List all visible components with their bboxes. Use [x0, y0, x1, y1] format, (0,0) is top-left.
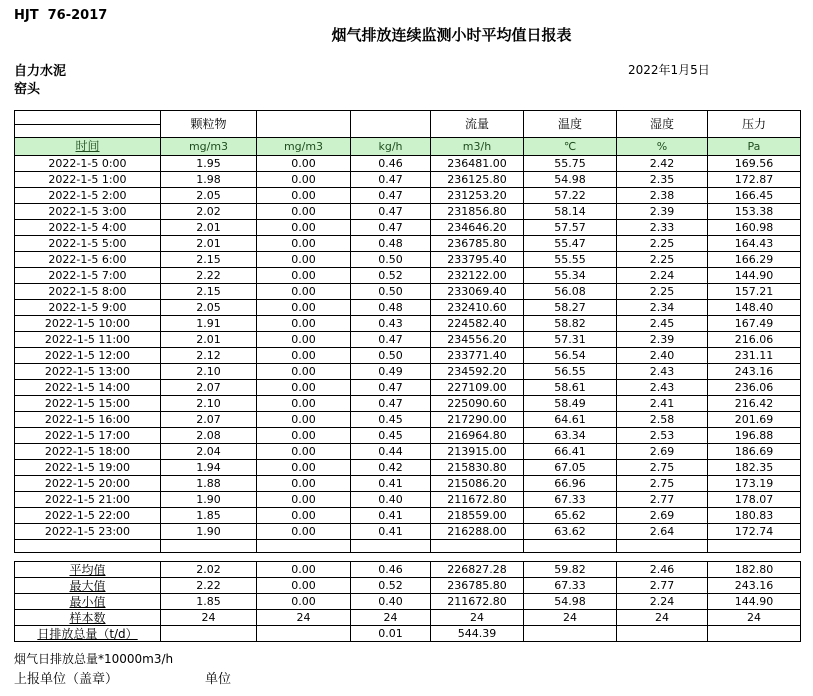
- value-cell: 236.06: [708, 380, 801, 396]
- value-cell: [524, 626, 617, 642]
- value-cell: 2.33: [617, 220, 708, 236]
- value-cell: 2.15: [161, 252, 257, 268]
- value-cell: 1.85: [161, 508, 257, 524]
- value-cell: 544.39: [431, 626, 524, 642]
- value-cell: 2.07: [161, 412, 257, 428]
- value-cell: 180.83: [708, 508, 801, 524]
- value-cell: 172.74: [708, 524, 801, 540]
- value-cell: 64.61: [524, 412, 617, 428]
- value-cell: 63.34: [524, 428, 617, 444]
- value-cell: 24: [524, 610, 617, 626]
- summary-label-cell: 样本数: [15, 610, 161, 626]
- standard-code: HJT 76-2017: [14, 8, 108, 23]
- col-header-particulate: 颗粒物: [161, 111, 257, 138]
- value-cell: 216288.00: [431, 524, 524, 540]
- value-cell: 0.00: [257, 300, 351, 316]
- value-cell: 2.22: [161, 578, 257, 594]
- value-cell: 55.55: [524, 252, 617, 268]
- value-cell: 24: [617, 610, 708, 626]
- page-title: 烟气排放连续监测小时平均值日报表: [331, 26, 572, 44]
- unit-kgh: kg/h: [351, 138, 431, 156]
- value-cell: 0.00: [257, 524, 351, 540]
- value-cell: [708, 626, 801, 642]
- col-header-blank-2: [351, 111, 431, 138]
- value-cell: 196.88: [708, 428, 801, 444]
- time-cell: 2022-1-5 17:00: [15, 428, 161, 444]
- value-cell: 0.42: [351, 460, 431, 476]
- value-cell: 24: [351, 610, 431, 626]
- value-cell: 169.56: [708, 156, 801, 172]
- value-cell: 218559.00: [431, 508, 524, 524]
- table-row: [15, 188, 801, 204]
- value-cell: 2.77: [617, 578, 708, 594]
- value-cell: 0.00: [257, 236, 351, 252]
- value-cell: 0.47: [351, 188, 431, 204]
- value-cell: 2.39: [617, 332, 708, 348]
- value-cell: 1.95: [161, 156, 257, 172]
- value-cell: 0.41: [351, 524, 431, 540]
- value-cell: 0.00: [257, 562, 351, 578]
- value-cell: 0.00: [257, 268, 351, 284]
- value-cell: 2.02: [161, 562, 257, 578]
- table-row: [15, 252, 801, 268]
- table-row: [15, 204, 801, 220]
- value-cell: 0.46: [351, 156, 431, 172]
- value-cell: 2.22: [161, 268, 257, 284]
- value-cell: 24: [257, 610, 351, 626]
- value-cell: 1.88: [161, 476, 257, 492]
- value-cell: 0.40: [351, 594, 431, 610]
- unit-m3h: m3/h: [431, 138, 524, 156]
- value-cell: 65.62: [524, 508, 617, 524]
- value-cell: 2.05: [161, 300, 257, 316]
- time-cell: 2022-1-5 15:00: [15, 396, 161, 412]
- value-cell: 227109.00: [431, 380, 524, 396]
- value-cell: 236125.80: [431, 172, 524, 188]
- value-cell: 172.87: [708, 172, 801, 188]
- value-cell: 243.16: [708, 578, 801, 594]
- table-row: [15, 316, 801, 332]
- value-cell: 236481.00: [431, 156, 524, 172]
- value-cell: 2.69: [617, 508, 708, 524]
- time-column-label: 时间: [75, 139, 100, 153]
- value-cell: 2.69: [617, 444, 708, 460]
- value-cell: 2.01: [161, 236, 257, 252]
- summary-label-cell: 最小值: [15, 594, 161, 610]
- value-cell: 2.08: [161, 428, 257, 444]
- value-cell: 233771.40: [431, 348, 524, 364]
- time-cell: 2022-1-5 16:00: [15, 412, 161, 428]
- value-cell: 2.24: [617, 594, 708, 610]
- value-cell: 0.00: [257, 412, 351, 428]
- value-cell: 0.00: [257, 252, 351, 268]
- value-cell: 2.01: [161, 332, 257, 348]
- time-cell: 2022-1-5 10:00: [15, 316, 161, 332]
- table-row: [15, 364, 801, 380]
- value-cell: 0.00: [257, 396, 351, 412]
- value-cell: 216964.80: [431, 428, 524, 444]
- time-cell: 2022-1-5 18:00: [15, 444, 161, 460]
- value-cell: 0.47: [351, 396, 431, 412]
- value-cell: 2.02: [161, 204, 257, 220]
- unit-header-row: [15, 138, 801, 156]
- table-gap: [0, 553, 813, 561]
- value-cell: 0.00: [257, 284, 351, 300]
- company-name: 自力水泥: [14, 64, 67, 79]
- empty-row: [15, 540, 801, 553]
- corner-cell-top: [15, 111, 161, 125]
- table-row: [15, 444, 801, 460]
- table-row: [15, 460, 801, 476]
- flow-total-note: 烟气日排放总量*10000m3/h: [14, 652, 174, 666]
- time-cell: 2022-1-5 6:00: [15, 252, 161, 268]
- value-cell: 0.50: [351, 348, 431, 364]
- unit-mgm3-2: mg/m3: [257, 138, 351, 156]
- value-cell: 234592.20: [431, 364, 524, 380]
- value-cell: 0.00: [257, 220, 351, 236]
- value-cell: 0.47: [351, 204, 431, 220]
- col-header-humidity: 湿度: [617, 111, 708, 138]
- table-row: [15, 380, 801, 396]
- value-cell: 243.16: [708, 364, 801, 380]
- value-cell: 234646.20: [431, 220, 524, 236]
- value-cell: 2.58: [617, 412, 708, 428]
- summary-table: [14, 561, 801, 642]
- value-cell: 182.35: [708, 460, 801, 476]
- value-cell: 57.22: [524, 188, 617, 204]
- time-cell: 2022-1-5 21:00: [15, 492, 161, 508]
- value-cell: 182.80: [708, 562, 801, 578]
- table-row: [15, 428, 801, 444]
- value-cell: 231253.20: [431, 188, 524, 204]
- value-cell: 55.47: [524, 236, 617, 252]
- table-row: [15, 578, 801, 594]
- value-cell: 58.49: [524, 396, 617, 412]
- value-cell: 67.33: [524, 578, 617, 594]
- table-row: [15, 348, 801, 364]
- value-cell: 1.98: [161, 172, 257, 188]
- value-cell: 2.41: [617, 396, 708, 412]
- value-cell: 2.25: [617, 252, 708, 268]
- value-cell: 24: [431, 610, 524, 626]
- value-cell: 216.42: [708, 396, 801, 412]
- value-cell: 0.44: [351, 444, 431, 460]
- value-cell: [617, 626, 708, 642]
- value-cell: 2.15: [161, 284, 257, 300]
- value-cell: 2.39: [617, 204, 708, 220]
- value-cell: 0.01: [351, 626, 431, 642]
- summary-rows: [15, 562, 801, 642]
- corner-cell-bottom: [15, 124, 161, 138]
- value-cell: 2.40: [617, 348, 708, 364]
- value-cell: 2.43: [617, 364, 708, 380]
- value-cell: 66.41: [524, 444, 617, 460]
- main-table: [14, 110, 801, 553]
- value-cell: 166.45: [708, 188, 801, 204]
- value-cell: 0.00: [257, 460, 351, 476]
- value-cell: 236785.80: [431, 236, 524, 252]
- value-cell: 0.00: [257, 316, 351, 332]
- table-row: [15, 524, 801, 540]
- value-cell: 2.01: [161, 220, 257, 236]
- value-cell: 0.00: [257, 332, 351, 348]
- value-cell: 0.50: [351, 252, 431, 268]
- value-cell: 0.00: [257, 594, 351, 610]
- time-cell: 2022-1-5 8:00: [15, 284, 161, 300]
- table-row: [15, 268, 801, 284]
- value-cell: 216.06: [708, 332, 801, 348]
- value-cell: 1.85: [161, 594, 257, 610]
- value-cell: 55.75: [524, 156, 617, 172]
- value-cell: 0.00: [257, 188, 351, 204]
- value-cell: 56.08: [524, 284, 617, 300]
- table-row: [15, 156, 801, 172]
- time-cell: 2022-1-5 20:00: [15, 476, 161, 492]
- unit-celsius: ℃: [524, 138, 617, 156]
- value-cell: 166.29: [708, 252, 801, 268]
- value-cell: 0.46: [351, 562, 431, 578]
- table-row: [15, 396, 801, 412]
- value-cell: 217290.00: [431, 412, 524, 428]
- table-row: [15, 220, 801, 236]
- value-cell: 0.00: [257, 172, 351, 188]
- value-cell: 0.45: [351, 428, 431, 444]
- value-cell: 0.47: [351, 380, 431, 396]
- value-cell: 236785.80: [431, 578, 524, 594]
- value-cell: 54.98: [524, 594, 617, 610]
- col-header-flow: 流量: [431, 111, 524, 138]
- time-cell: 2022-1-5 22:00: [15, 508, 161, 524]
- value-cell: 0.00: [257, 492, 351, 508]
- value-cell: 167.49: [708, 316, 801, 332]
- group-header-row: [15, 111, 801, 125]
- value-cell: 1.90: [161, 492, 257, 508]
- value-cell: 0.43: [351, 316, 431, 332]
- value-cell: 2.38: [617, 188, 708, 204]
- table-row: [15, 594, 801, 610]
- value-cell: 57.57: [524, 220, 617, 236]
- value-cell: 231856.80: [431, 204, 524, 220]
- value-cell: 2.10: [161, 364, 257, 380]
- value-cell: 66.96: [524, 476, 617, 492]
- value-cell: 2.46: [617, 562, 708, 578]
- value-cell: 0.40: [351, 492, 431, 508]
- value-cell: [161, 626, 257, 642]
- value-cell: 0.00: [257, 428, 351, 444]
- value-cell: 58.82: [524, 316, 617, 332]
- value-cell: 2.07: [161, 380, 257, 396]
- value-cell: 201.69: [708, 412, 801, 428]
- value-cell: 67.05: [524, 460, 617, 476]
- unit-mgm3-1: mg/m3: [161, 138, 257, 156]
- value-cell: 24: [161, 610, 257, 626]
- time-cell: 2022-1-5 13:00: [15, 364, 161, 380]
- value-cell: 157.21: [708, 284, 801, 300]
- time-cell: 2022-1-5 2:00: [15, 188, 161, 204]
- value-cell: 226827.28: [431, 562, 524, 578]
- summary-label-cell: 最大值: [15, 578, 161, 594]
- col-header-temperature: 温度: [524, 111, 617, 138]
- value-cell: 2.75: [617, 476, 708, 492]
- value-cell: 2.45: [617, 316, 708, 332]
- value-cell: 1.91: [161, 316, 257, 332]
- value-cell: 63.62: [524, 524, 617, 540]
- value-cell: 153.38: [708, 204, 801, 220]
- table-row: [15, 332, 801, 348]
- value-cell: 0.41: [351, 508, 431, 524]
- footer-notes: [0, 648, 813, 696]
- time-cell: 2022-1-5 0:00: [15, 156, 161, 172]
- value-cell: 2.05: [161, 188, 257, 204]
- value-cell: 0.47: [351, 220, 431, 236]
- value-cell: 173.19: [708, 476, 801, 492]
- table-row: [15, 172, 801, 188]
- value-cell: 24: [708, 610, 801, 626]
- unit-label: 单位: [205, 672, 232, 687]
- value-cell: 0.00: [257, 380, 351, 396]
- value-cell: 2.25: [617, 236, 708, 252]
- table-row: [15, 476, 801, 492]
- time-cell: 2022-1-5 14:00: [15, 380, 161, 396]
- value-cell: 224582.40: [431, 316, 524, 332]
- value-cell: [257, 626, 351, 642]
- time-cell: 2022-1-5 19:00: [15, 460, 161, 476]
- value-cell: 58.14: [524, 204, 617, 220]
- unit-pa: Pa: [708, 138, 801, 156]
- time-cell: 2022-1-5 9:00: [15, 300, 161, 316]
- value-cell: 54.98: [524, 172, 617, 188]
- value-cell: 0.49: [351, 364, 431, 380]
- value-cell: 215086.20: [431, 476, 524, 492]
- time-cell: 2022-1-5 11:00: [15, 332, 161, 348]
- value-cell: 211672.80: [431, 594, 524, 610]
- value-cell: 160.98: [708, 220, 801, 236]
- value-cell: 59.82: [524, 562, 617, 578]
- value-cell: 2.25: [617, 284, 708, 300]
- value-cell: 2.34: [617, 300, 708, 316]
- monitoring-point: 窑头: [14, 82, 41, 97]
- table-row: [15, 610, 801, 626]
- value-cell: 2.53: [617, 428, 708, 444]
- value-cell: 232410.60: [431, 300, 524, 316]
- value-cell: 233069.40: [431, 284, 524, 300]
- value-cell: 0.48: [351, 300, 431, 316]
- value-cell: 0.50: [351, 284, 431, 300]
- value-cell: 58.61: [524, 380, 617, 396]
- report-date: 2022年1月5日: [628, 63, 710, 77]
- time-cell: 2022-1-5 5:00: [15, 236, 161, 252]
- value-cell: 2.04: [161, 444, 257, 460]
- value-cell: 231.11: [708, 348, 801, 364]
- value-cell: 0.00: [257, 476, 351, 492]
- value-cell: 56.54: [524, 348, 617, 364]
- value-cell: 213915.00: [431, 444, 524, 460]
- value-cell: 148.40: [708, 300, 801, 316]
- value-cell: 0.00: [257, 348, 351, 364]
- value-cell: 178.07: [708, 492, 801, 508]
- value-cell: 0.00: [257, 444, 351, 460]
- col-header-blank-1: [257, 111, 351, 138]
- value-cell: 2.75: [617, 460, 708, 476]
- value-cell: 186.69: [708, 444, 801, 460]
- unit-percent: %: [617, 138, 708, 156]
- value-cell: 144.90: [708, 268, 801, 284]
- value-cell: 57.31: [524, 332, 617, 348]
- table-row: [15, 284, 801, 300]
- value-cell: 67.33: [524, 492, 617, 508]
- time-cell: 2022-1-5 3:00: [15, 204, 161, 220]
- value-cell: 0.52: [351, 578, 431, 594]
- value-cell: 2.77: [617, 492, 708, 508]
- value-cell: 0.00: [257, 364, 351, 380]
- value-cell: 211672.80: [431, 492, 524, 508]
- table-row: [15, 508, 801, 524]
- table-row: [15, 626, 801, 642]
- value-cell: 232122.00: [431, 268, 524, 284]
- value-cell: 233795.40: [431, 252, 524, 268]
- value-cell: 234556.20: [431, 332, 524, 348]
- value-cell: 0.47: [351, 172, 431, 188]
- value-cell: 55.34: [524, 268, 617, 284]
- value-cell: 2.35: [617, 172, 708, 188]
- reporting-unit-label: 上报单位（盖章）: [14, 672, 119, 687]
- value-cell: 144.90: [708, 594, 801, 610]
- time-cell: 2022-1-5 7:00: [15, 268, 161, 284]
- value-cell: 0.00: [257, 578, 351, 594]
- value-cell: 225090.60: [431, 396, 524, 412]
- value-cell: 2.12: [161, 348, 257, 364]
- value-cell: 0.52: [351, 268, 431, 284]
- value-cell: 2.43: [617, 380, 708, 396]
- table-row: [15, 236, 801, 252]
- value-cell: 0.00: [257, 204, 351, 220]
- value-cell: 0.00: [257, 508, 351, 524]
- table-row: [15, 412, 801, 428]
- value-cell: 2.10: [161, 396, 257, 412]
- value-cell: 215830.80: [431, 460, 524, 476]
- value-cell: 0.47: [351, 332, 431, 348]
- value-cell: 2.24: [617, 268, 708, 284]
- table-row: [15, 562, 801, 578]
- value-cell: 0.00: [257, 156, 351, 172]
- time-cell: 2022-1-5 23:00: [15, 524, 161, 540]
- table-row: [15, 492, 801, 508]
- value-cell: 2.64: [617, 524, 708, 540]
- value-cell: 2.42: [617, 156, 708, 172]
- value-cell: 0.41: [351, 476, 431, 492]
- data-rows: [15, 156, 801, 540]
- value-cell: 58.27: [524, 300, 617, 316]
- table-row: [15, 300, 801, 316]
- value-cell: 0.48: [351, 236, 431, 252]
- value-cell: 1.94: [161, 460, 257, 476]
- value-cell: 164.43: [708, 236, 801, 252]
- value-cell: 56.55: [524, 364, 617, 380]
- summary-label-cell: 平均值: [15, 562, 161, 578]
- value-cell: 1.90: [161, 524, 257, 540]
- time-cell: 2022-1-5 1:00: [15, 172, 161, 188]
- time-cell: 2022-1-5 4:00: [15, 220, 161, 236]
- summary-label-cell: 日排放总量（t/d）: [15, 626, 161, 642]
- time-cell: 2022-1-5 12:00: [15, 348, 161, 364]
- value-cell: 0.45: [351, 412, 431, 428]
- report-header: [0, 0, 813, 110]
- col-header-pressure: 压力: [708, 111, 801, 138]
